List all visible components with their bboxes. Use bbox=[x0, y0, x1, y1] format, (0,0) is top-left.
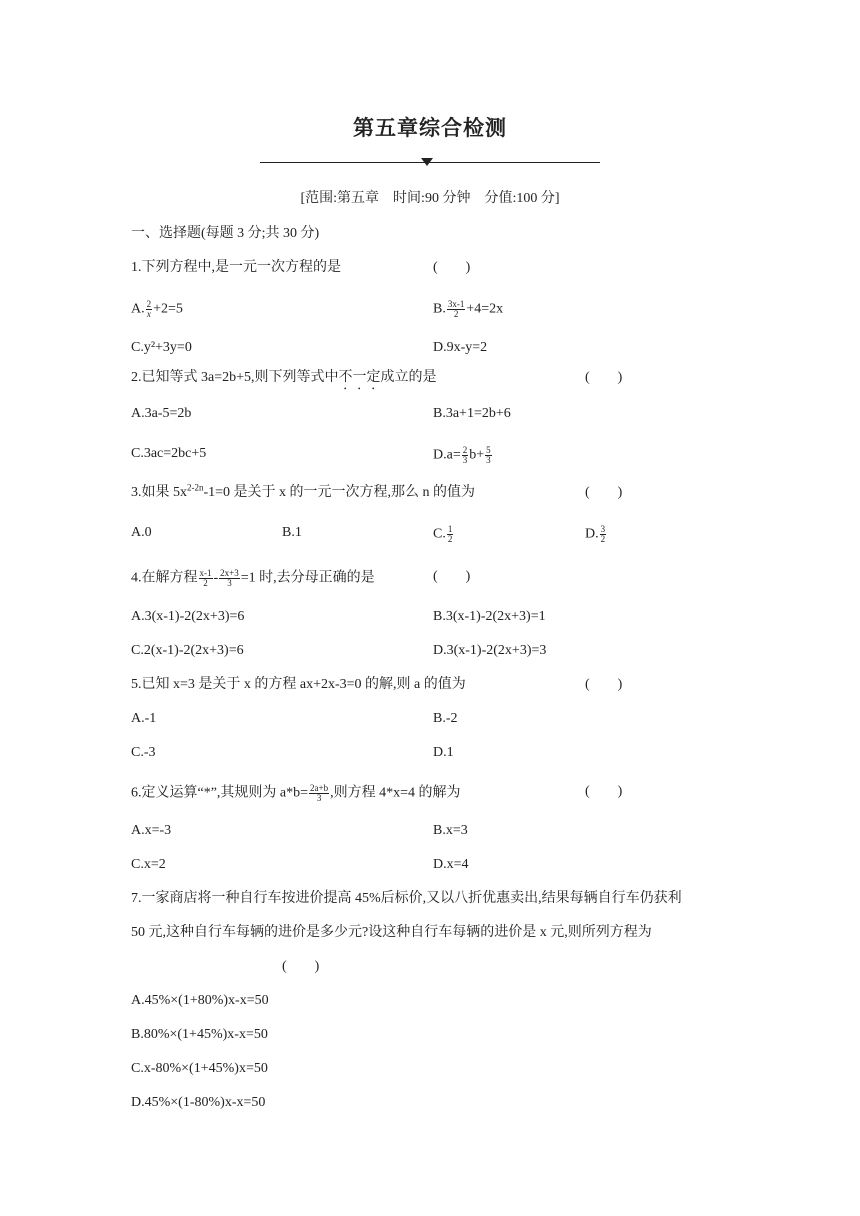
q4-f2-num: 2x+3 bbox=[220, 568, 239, 578]
q1-a-num: 2 bbox=[146, 299, 152, 309]
q6-f-num: 2a+b bbox=[310, 783, 329, 793]
q4-f1-den: 2 bbox=[203, 578, 208, 588]
q1-a-tail: +2=5 bbox=[153, 301, 183, 317]
q3-stem-b: -1=0 是关于 x 的一元一次方程,那么 n 的值为 bbox=[203, 485, 476, 500]
q1-a-fraction bbox=[146, 300, 153, 319]
q2-d-f1-num: 2 bbox=[462, 445, 468, 455]
q3-d-den: 2 bbox=[600, 534, 606, 544]
q1-a-prefix: A. bbox=[131, 301, 145, 317]
q3-d-num: 3 bbox=[600, 524, 606, 534]
q6-fraction bbox=[309, 784, 329, 803]
q4-fraction-1 bbox=[199, 569, 213, 588]
q3-option-a: A.0 bbox=[131, 525, 152, 540]
q6-f-den: 3 bbox=[316, 793, 322, 803]
question-5-stem: 5.已知 x=3 是关于 x 的方程 ax+2x-3=0 的解,则 a 的值为 bbox=[131, 677, 466, 692]
q6-option-a: A.x=-3 bbox=[131, 823, 172, 838]
answer-paren-4: ( ) bbox=[433, 569, 471, 584]
q1-option-d: D.9x-y=2 bbox=[433, 340, 488, 355]
q2-d-prefix: D.a= bbox=[433, 447, 461, 463]
q2-stem-b: 成立的是 bbox=[380, 370, 437, 385]
q2-d-f2-num: 5 bbox=[486, 445, 491, 455]
answer-paren-5: ( ) bbox=[585, 677, 623, 692]
q3-option-c bbox=[433, 525, 454, 544]
q2-option-c: C.3ac=2bc+5 bbox=[131, 446, 207, 461]
q4-f1-num: x-1 bbox=[199, 568, 212, 578]
q3-option-b: B.1 bbox=[282, 525, 302, 540]
question-6-stem bbox=[131, 784, 461, 803]
q1-b-den: 2 bbox=[453, 309, 459, 319]
q4-f2-den: 3 bbox=[227, 578, 232, 588]
q1-option-c: C.y²+3y=0 bbox=[131, 340, 192, 355]
q4-minus: - bbox=[213, 570, 219, 586]
q3-c-fraction bbox=[447, 525, 454, 544]
q5-option-c: C.-3 bbox=[131, 745, 156, 760]
q2-option-a: A.3a-5=2b bbox=[131, 406, 192, 421]
q3-c-den: 2 bbox=[447, 534, 453, 544]
q7-option-c: C.x-80%×(1+45%)x=50 bbox=[131, 1061, 268, 1076]
q1-option-a bbox=[131, 300, 183, 319]
q6-stem-b: ,则方程 4*x=4 的解为 bbox=[330, 785, 461, 801]
q6-option-c: C.x=2 bbox=[131, 857, 166, 872]
question-4-stem bbox=[131, 569, 375, 588]
q4-option-b: B.3(x-1)-2(2x+3)=1 bbox=[433, 609, 546, 624]
q7-option-b: B.80%×(1+45%)x-x=50 bbox=[131, 1027, 268, 1042]
q2-d-f1-den: 3 bbox=[462, 455, 468, 465]
question-7-line-1: 7.一家商店将一种自行车按进价提高 45%后标价,又以八折优惠卖出,结果每辆自行车仍获利 bbox=[131, 891, 682, 906]
q2-stem-emphasis: 不一定 bbox=[338, 370, 381, 385]
q5-option-d: D.1 bbox=[433, 745, 454, 760]
q7-option-a: A.45%×(1+80%)x-x=50 bbox=[131, 993, 269, 1008]
q3-stem-a: 3.如果 5x bbox=[131, 485, 187, 500]
q5-option-b: B.-2 bbox=[433, 711, 458, 726]
q4-stem-b: =1 时,去分母正确的是 bbox=[240, 570, 375, 586]
q4-option-d: D.3(x-1)-2(2x+3)=3 bbox=[433, 643, 547, 658]
q2-option-b: B.3a+1=2b+6 bbox=[433, 406, 511, 421]
q4-stem-a: 4.在解方程 bbox=[131, 570, 198, 586]
answer-paren-1: ( ) bbox=[433, 260, 471, 275]
q3-c-prefix: C. bbox=[433, 526, 446, 542]
q2-option-d bbox=[433, 446, 493, 465]
q3-c-num: 1 bbox=[447, 524, 453, 534]
section-heading: 一、选择题(每题 3 分;共 30 分) bbox=[131, 226, 320, 241]
q1-b-prefix: B. bbox=[433, 301, 446, 317]
q3-d-prefix: D. bbox=[585, 526, 599, 542]
q2-d-mid: b+ bbox=[469, 447, 485, 463]
answer-paren-2: ( ) bbox=[585, 370, 623, 385]
q6-stem-a: 6.定义运算“*”,其规则为 a*b= bbox=[131, 785, 309, 801]
q1-b-fraction bbox=[447, 300, 466, 319]
exam-scope: [范围:第五章 时间:90 分钟 分值:100 分] bbox=[300, 191, 560, 206]
q2-d-fraction-2 bbox=[485, 446, 492, 465]
q3-exponent: 2-2n bbox=[187, 482, 204, 493]
question-2-stem bbox=[131, 370, 437, 393]
q4-fraction-2 bbox=[219, 569, 240, 588]
q5-option-a: A.-1 bbox=[131, 711, 157, 726]
question-1-stem: 1.下列方程中,是一元一次方程的是 bbox=[131, 260, 341, 275]
page-title: 第五章综合检测 bbox=[353, 116, 507, 140]
question-7-line-2: 50 元,这种自行车每辆的进价是多少元?设这种自行车每辆的进价是 x 元,则所列方程为 bbox=[131, 925, 652, 940]
question-3-stem bbox=[131, 482, 476, 501]
q1-b-tail: +4=2x bbox=[466, 301, 504, 317]
q2-stem-a: 2.已知等式 3a=2b+5,则下列等式中 bbox=[131, 370, 339, 385]
q2-d-fraction-1 bbox=[462, 446, 469, 465]
answer-paren-7: ( ) bbox=[282, 959, 320, 974]
q3-option-d bbox=[585, 525, 607, 544]
q4-option-a: A.3(x-1)-2(2x+3)=6 bbox=[131, 609, 245, 624]
q1-a-den: x bbox=[146, 309, 151, 319]
q3-d-fraction bbox=[600, 525, 607, 544]
q6-option-d: D.x=4 bbox=[433, 857, 469, 872]
answer-paren-6: ( ) bbox=[585, 784, 623, 799]
q1-b-num: 3x-1 bbox=[447, 299, 465, 309]
divider-ornament bbox=[421, 158, 433, 166]
q6-option-b: B.x=3 bbox=[433, 823, 468, 838]
q4-option-c: C.2(x-1)-2(2x+3)=6 bbox=[131, 643, 244, 658]
q1-option-b bbox=[433, 300, 503, 319]
q7-option-d: D.45%×(1-80%)x-x=50 bbox=[131, 1095, 266, 1110]
answer-paren-3: ( ) bbox=[585, 485, 623, 500]
q2-d-f2-den: 3 bbox=[486, 455, 491, 465]
